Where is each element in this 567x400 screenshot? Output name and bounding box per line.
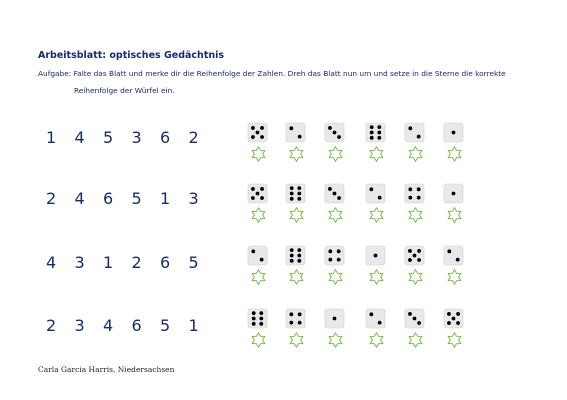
answer-star-icon[interactable] bbox=[290, 147, 302, 161]
die-pip bbox=[333, 192, 337, 196]
die-pip bbox=[417, 187, 421, 191]
answer-star-icon[interactable] bbox=[448, 147, 460, 161]
die-pip bbox=[333, 317, 337, 321]
die-pip bbox=[408, 258, 412, 262]
die-pip bbox=[297, 259, 301, 263]
answer-star-icon[interactable] bbox=[409, 208, 421, 222]
die-body bbox=[286, 123, 305, 142]
die-pip bbox=[298, 321, 302, 325]
die-pip bbox=[251, 196, 255, 200]
number-cell: 3 bbox=[131, 128, 142, 147]
die-pip bbox=[290, 259, 294, 263]
die-pip bbox=[413, 254, 417, 258]
die-pip bbox=[377, 125, 381, 129]
die-face-2 bbox=[366, 309, 385, 328]
die-face-5 bbox=[248, 184, 267, 203]
die-pip bbox=[289, 321, 293, 325]
answer-star-icon[interactable] bbox=[329, 147, 341, 161]
die-pip bbox=[447, 249, 451, 253]
die-pip bbox=[252, 322, 256, 326]
die-face-3 bbox=[325, 184, 344, 203]
die-pip bbox=[297, 197, 301, 201]
die-body bbox=[325, 246, 344, 265]
worksheet-title: Arbeitsblatt: optisches Gedächtnis bbox=[38, 50, 225, 61]
answer-star-icon[interactable] bbox=[370, 147, 382, 161]
die-pip bbox=[297, 254, 301, 258]
task-instruction-line-2: Reihenfolge der Würfel ein. bbox=[74, 86, 175, 95]
die-face-2 bbox=[366, 184, 385, 203]
answer-star-icon[interactable] bbox=[252, 270, 264, 284]
die-face-3 bbox=[405, 309, 424, 328]
die-body bbox=[405, 123, 424, 142]
die-face-1 bbox=[444, 123, 463, 142]
answer-star-icon[interactable] bbox=[290, 333, 302, 347]
die-pip bbox=[289, 126, 293, 130]
answer-star-icon[interactable] bbox=[370, 333, 382, 347]
die-body bbox=[405, 184, 424, 203]
number-cell: 5 bbox=[103, 128, 114, 147]
die-pip bbox=[259, 317, 263, 321]
answer-star-icon[interactable] bbox=[252, 208, 264, 222]
number-cell: 6 bbox=[103, 189, 114, 208]
die-body bbox=[444, 246, 463, 265]
die-face-6 bbox=[286, 246, 305, 265]
number-cell: 4 bbox=[74, 189, 85, 208]
number-cell: 5 bbox=[188, 253, 199, 272]
die-pip bbox=[251, 126, 255, 130]
die-pip bbox=[337, 258, 341, 262]
die-face-6 bbox=[248, 309, 267, 328]
answer-star-icon[interactable] bbox=[329, 208, 341, 222]
die-pip bbox=[337, 249, 341, 253]
number-cell: 5 bbox=[160, 316, 171, 335]
answer-star-icon[interactable] bbox=[370, 208, 382, 222]
die-pip bbox=[374, 254, 378, 258]
die-pip bbox=[252, 311, 256, 315]
die-pip bbox=[378, 196, 382, 200]
number-cell: 4 bbox=[103, 316, 114, 335]
answer-star-icon[interactable] bbox=[290, 270, 302, 284]
die-pip bbox=[260, 258, 264, 262]
die-pip bbox=[417, 249, 421, 253]
answer-star-icon[interactable] bbox=[448, 270, 460, 284]
die-pip bbox=[369, 312, 373, 316]
die-pip bbox=[447, 312, 451, 316]
die-face-2 bbox=[405, 123, 424, 142]
die-face-6 bbox=[366, 123, 385, 142]
die-pip bbox=[413, 317, 417, 321]
answer-star-icon[interactable] bbox=[448, 333, 460, 347]
die-pip bbox=[333, 131, 337, 135]
die-face-2 bbox=[248, 246, 267, 265]
die-pip bbox=[452, 317, 456, 321]
die-pip bbox=[256, 131, 260, 135]
die-pip bbox=[447, 321, 451, 325]
die-pip bbox=[417, 135, 421, 139]
number-cell: 5 bbox=[131, 189, 142, 208]
die-face-1 bbox=[366, 246, 385, 265]
die-pip bbox=[298, 135, 302, 139]
die-body bbox=[286, 309, 305, 328]
number-cell: 1 bbox=[160, 189, 171, 208]
die-pip bbox=[260, 187, 264, 191]
die-pip bbox=[369, 187, 373, 191]
die-face-4 bbox=[325, 246, 344, 265]
number-cell: 1 bbox=[46, 128, 57, 147]
answer-star-icon[interactable] bbox=[329, 270, 341, 284]
die-face-4 bbox=[286, 309, 305, 328]
answer-star-icon[interactable] bbox=[370, 270, 382, 284]
die-pip bbox=[417, 196, 421, 200]
die-face-1 bbox=[444, 184, 463, 203]
answer-star-icon[interactable] bbox=[290, 208, 302, 222]
die-pip bbox=[328, 258, 332, 262]
die-face-5 bbox=[444, 309, 463, 328]
number-cell: 2 bbox=[188, 128, 199, 147]
die-pip bbox=[297, 186, 301, 190]
die-pip bbox=[408, 312, 412, 316]
die-pip bbox=[251, 187, 255, 191]
number-cell: 6 bbox=[160, 128, 171, 147]
number-cell: 4 bbox=[74, 128, 85, 147]
answer-star-icon[interactable] bbox=[252, 147, 264, 161]
die-pip bbox=[370, 131, 374, 135]
die-face-2 bbox=[444, 246, 463, 265]
number-cell: 4 bbox=[46, 253, 57, 272]
answer-star-icon[interactable] bbox=[409, 270, 421, 284]
die-pip bbox=[259, 311, 263, 315]
die-body bbox=[286, 246, 305, 265]
author-footer: Carla Garcia Harris, Niedersachsen bbox=[38, 365, 175, 374]
die-pip bbox=[377, 131, 381, 135]
die-face-5 bbox=[248, 123, 267, 142]
die-pip bbox=[298, 312, 302, 316]
die-pip bbox=[259, 322, 263, 326]
die-face-4 bbox=[405, 184, 424, 203]
die-pip bbox=[337, 135, 341, 139]
die-pip bbox=[328, 187, 332, 191]
die-pip bbox=[290, 192, 294, 196]
die-pip bbox=[297, 248, 301, 252]
die-pip bbox=[378, 321, 382, 325]
die-pip bbox=[251, 135, 255, 139]
die-body bbox=[248, 246, 267, 265]
die-pip bbox=[297, 192, 301, 196]
die-body bbox=[366, 184, 385, 203]
task-instruction-line-1: Aufgabe: Falte das Blatt und merke dir die Reihenfolge der Zahlen. Dreh das Blatt nun um und setze in die Sterne die korrekte bbox=[38, 69, 506, 78]
die-pip bbox=[417, 321, 421, 325]
die-pip bbox=[456, 312, 460, 316]
die-face-6 bbox=[286, 184, 305, 203]
number-cell: 3 bbox=[74, 253, 85, 272]
die-pip bbox=[408, 187, 412, 191]
die-pip bbox=[452, 131, 456, 135]
die-pip bbox=[408, 249, 412, 253]
die-pip bbox=[260, 196, 264, 200]
die-pip bbox=[456, 321, 460, 325]
die-pip bbox=[290, 254, 294, 258]
answer-star-icon[interactable] bbox=[448, 208, 460, 222]
die-face-5 bbox=[405, 246, 424, 265]
die-pip bbox=[452, 192, 456, 196]
number-cell: 2 bbox=[131, 253, 142, 272]
number-cell: 6 bbox=[131, 316, 142, 335]
die-pip bbox=[456, 258, 460, 262]
die-pip bbox=[290, 186, 294, 190]
die-face-1 bbox=[325, 309, 344, 328]
die-pip bbox=[370, 125, 374, 129]
answer-star-icon[interactable] bbox=[329, 333, 341, 347]
die-pip bbox=[328, 249, 332, 253]
die-pip bbox=[256, 192, 260, 196]
die-face-2 bbox=[286, 123, 305, 142]
die-pip bbox=[408, 196, 412, 200]
die-body bbox=[248, 309, 267, 328]
die-pip bbox=[290, 197, 294, 201]
die-pip bbox=[328, 126, 332, 130]
die-body bbox=[366, 123, 385, 142]
answer-star-icon[interactable] bbox=[409, 333, 421, 347]
die-pip bbox=[417, 258, 421, 262]
die-pip bbox=[377, 136, 381, 140]
die-pip bbox=[289, 312, 293, 316]
number-cell: 1 bbox=[103, 253, 114, 272]
die-pip bbox=[408, 126, 412, 130]
die-body bbox=[286, 184, 305, 203]
answer-star-icon[interactable] bbox=[409, 147, 421, 161]
number-cell: 1 bbox=[188, 316, 199, 335]
number-cell: 2 bbox=[46, 189, 57, 208]
die-pip bbox=[290, 248, 294, 252]
die-face-3 bbox=[325, 123, 344, 142]
answer-star-icon[interactable] bbox=[252, 333, 264, 347]
number-cell: 3 bbox=[74, 316, 85, 335]
die-pip bbox=[260, 135, 264, 139]
number-cell: 6 bbox=[160, 253, 171, 272]
number-cell: 3 bbox=[188, 189, 199, 208]
die-pip bbox=[251, 249, 255, 253]
die-pip bbox=[252, 317, 256, 321]
die-pip bbox=[337, 196, 341, 200]
die-body bbox=[366, 309, 385, 328]
die-pip bbox=[260, 126, 264, 130]
number-cell: 2 bbox=[46, 316, 57, 335]
die-pip bbox=[370, 136, 374, 140]
